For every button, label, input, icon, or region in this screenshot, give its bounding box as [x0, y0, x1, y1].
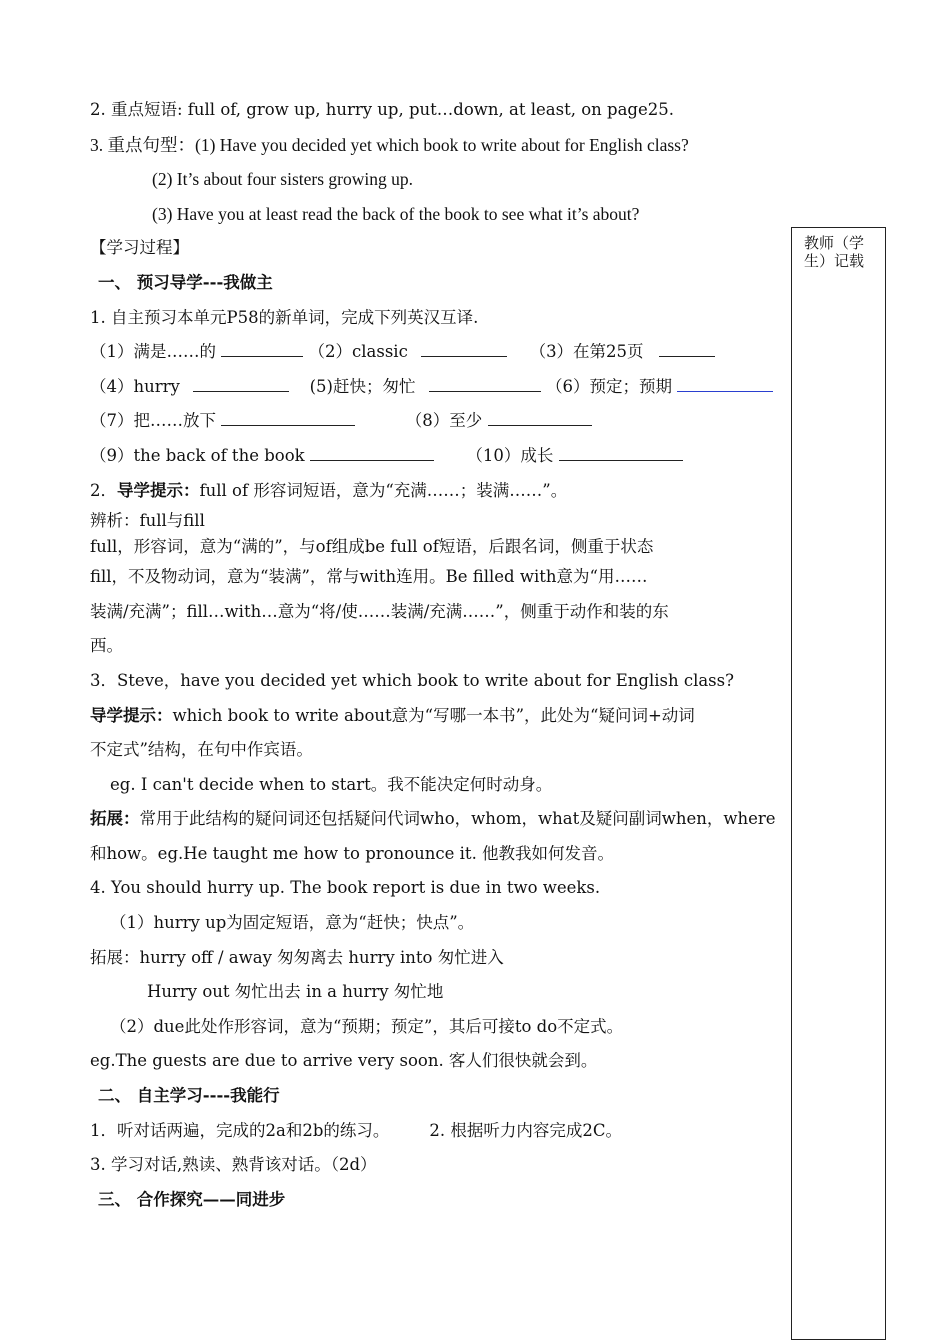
vocab-item-2: （2）classic [308, 342, 408, 362]
teacher-notes-label: 教师（学生）记载 [804, 234, 865, 270]
vocab-row-1 [90, 335, 790, 370]
extension-question-words: 拓展：常用于此结构的疑问词还包括疑问代词who，whom，what及疑问副词when，where [90, 809, 776, 829]
vocab-blank-10[interactable] [559, 442, 683, 461]
vocab-blank-4[interactable] [193, 373, 289, 392]
task-dialogue: 3. 学习对话,熟读、熟背该对话。（2d） [90, 1155, 377, 1175]
analysis-heading: 辨析：full与fill [90, 511, 205, 531]
hurry-up-note: （1）hurry up为固定短语，意为“赶快；快点”。 [110, 913, 475, 933]
lesson-content [90, 93, 790, 1217]
heading-preview: 一、 预习导学---我做主 [98, 272, 273, 292]
vocab-item-1: （1）满是……的 [90, 342, 216, 362]
vocab-blank-7[interactable] [221, 407, 355, 426]
key-sentences-line: 3. 重点句型：(1) Have you decided yet which book to write about for English class? [90, 134, 689, 155]
vocab-item-9: （9）the back of the book [90, 445, 305, 465]
extension-label: 拓展： [90, 809, 140, 829]
vocab-blank-5[interactable] [429, 373, 541, 392]
tip-which-book-cont: 不定式”结构，在句中作宾语。 [90, 740, 313, 760]
tip-full-of: 2．导学提示：full of 形容词短语，意为“充满……；装满……”。 [90, 480, 568, 500]
example-how: 和how。eg.He taught me how to pronounce it. 他教我如何发音。 [90, 843, 615, 863]
tip-label: 导学提示： [90, 705, 173, 725]
vocab-item-5: (5)赶快；匆忙 [309, 376, 416, 396]
section-learning-process: 【学习过程】 [90, 238, 189, 258]
vocab-blank-8[interactable] [488, 407, 592, 426]
heading-self-study: 二、 自主学习----我能行 [98, 1086, 280, 1106]
vocab-blank-6[interactable] [677, 373, 773, 392]
vocab-blank-3[interactable] [659, 338, 715, 357]
due-note: （2）due此处作形容词，意为“预期；预定”，其后可接to do不定式。 [110, 1016, 624, 1036]
vocab-row-3 [90, 404, 790, 439]
sentence-3: (3) Have you at least read the back of the book to see what it’s about? [152, 203, 640, 224]
vocab-blank-9[interactable] [310, 442, 434, 461]
extension-hurry: 拓展：hurry off / away 匆匆离去 hurry into 匆忙进入 [90, 947, 504, 967]
example-guests: eg.The guests are due to arrive very soon. 客人们很快就会到。 [90, 1051, 598, 1071]
key-phrases-line: 2. 重点短语: full of, grow up, hurry up, put…down, at least, on page25. [90, 100, 674, 119]
vocab-item-8: （8）至少 [405, 411, 483, 431]
analysis-full: full，形容词，意为“满的”，与of组成be full of短语，后跟名词，侧重于状态 [90, 537, 654, 557]
vocab-blank-1[interactable] [221, 338, 303, 357]
task-listening: 1．听对话两遍，完成的2a和2b的练习。 2. 根据听力内容完成2C。 [90, 1120, 623, 1140]
vocab-item-7: （7）把……放下 [90, 411, 216, 431]
extension-hurry-2: Hurry out 匆忙出去 in a hurry 匆忙地 [147, 982, 444, 1002]
example-steve: 3．Steve，have you decided yet which book to write about for English class? [90, 670, 734, 690]
vocab-item-10: （10）成长 [466, 445, 554, 465]
vocab-row-2 [90, 370, 790, 405]
tip-which-book: 导学提示：which book to write about意为“写哪一本书”，此处为“疑问词+动词 [90, 705, 695, 725]
vocab-item-3: （3）在第25页 [529, 342, 644, 362]
vocab-item-6: （6）预定；预期 [545, 376, 672, 396]
vocab-item-4: （4）hurry [90, 376, 180, 396]
vocab-row-4 [90, 439, 790, 474]
analysis-fill: fill，不及物动词，意为“装满”，常与with连用。Be filled with意为“用…… [90, 567, 648, 587]
tip-label: 导学提示： [117, 480, 200, 500]
teacher-notes-column [791, 227, 886, 1340]
sentence-2: (2) It’s about four sisters growing up. [152, 169, 414, 190]
example-decide: eg. I can't decide when to start。我不能决定何时动身。 [110, 774, 553, 794]
heading-cooperation: 三、 合作探究——同进步 [98, 1189, 286, 1209]
analysis-fill-with: 装满/充满”；fill…with…意为“将/使……装满/充满……”，侧重于动作和装的东 [90, 601, 669, 621]
vocab-instruction: 1. 自主预习本单元P58的新单词，完成下列英汉互译. [90, 307, 479, 327]
analysis-end: 西。 [90, 636, 123, 656]
example-hurry-up: 4. You should hurry up. The book report is due in two weeks. [90, 878, 601, 898]
vocab-blank-2[interactable] [421, 338, 507, 357]
